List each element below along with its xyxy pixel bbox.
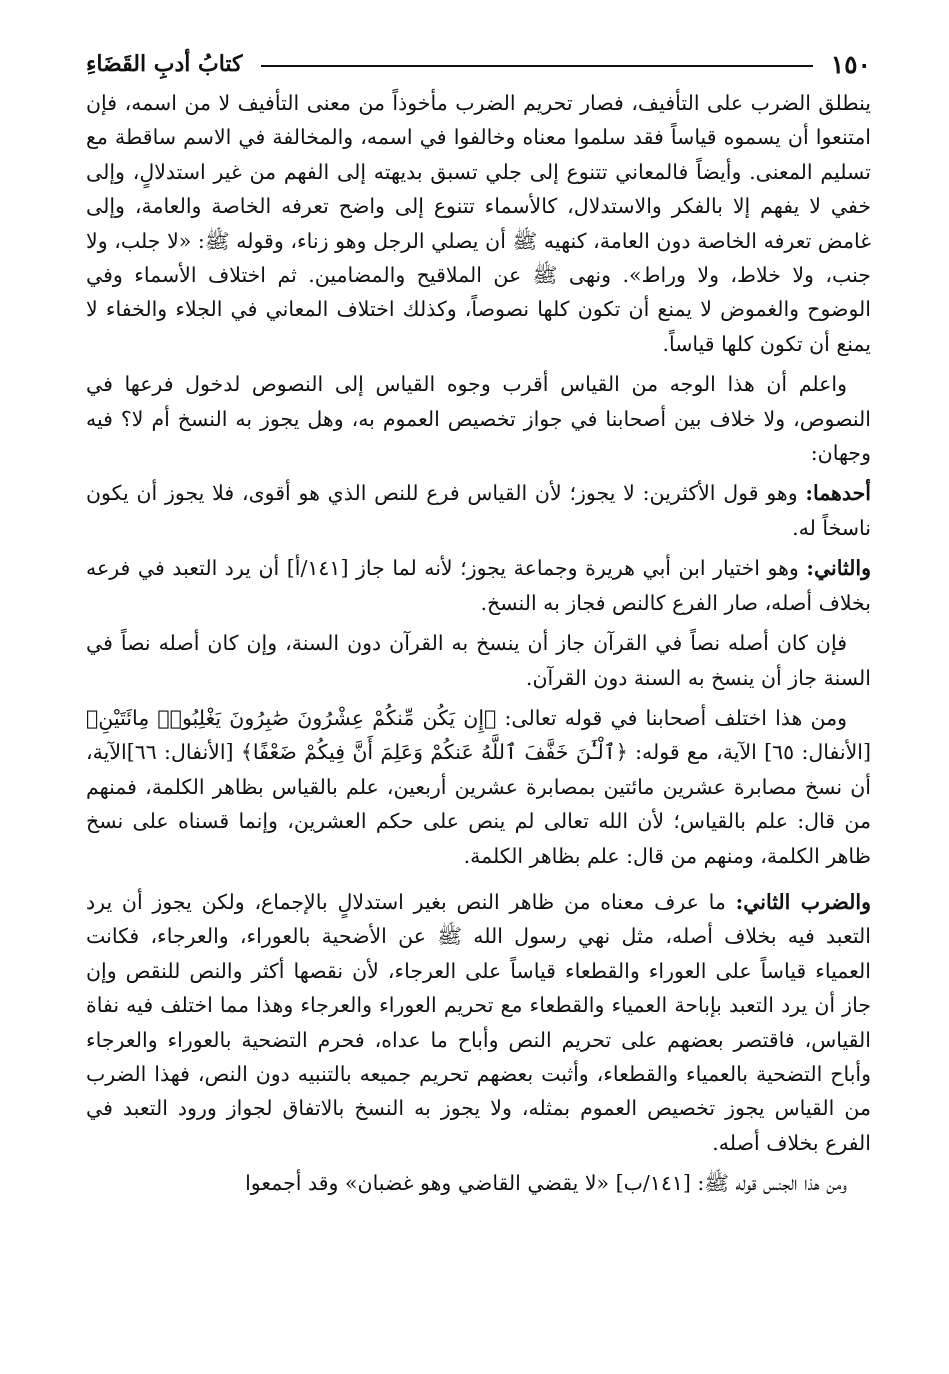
page-number: ١٥٠ bbox=[830, 49, 871, 79]
paragraph-text: ينطلق الضرب على التأفيف، فصار تحريم الضرب مأخوذاً من معنى التأفيف لا من اسمه، فإن امتنعوا أن يسموه قياساً فقد سلموا معناه وخالفوا في اسمه، والمخالفة في الاسم ساقطة مع تسليم المعنى. وأيضاً فالمعاني تتنوع إلى جلي تسبق بديهته إلى الفهم من غير استدلالٍ، وإلى خفي لا يفهم إلا بالفكر والاستدلال، كالأسماء تتنوع إلى واضح تعرفه الخاصة والعامة، وإلى غامض تعرفه الخاصة دون العامة، كنهيه ﷺ أن يصلي الرجل وهو زناء، وقوله ﷺ: «لا جلب، ولا جنب، ولا خلاط، ولا وراط». ونهى ﷺ عن الملاقيح والمضامين. ثم اختلاف الأسماء وفي الوضوح والغموض لا يمنع أن تكون كلها نصوصاً، وكذلك اختلاف المعاني في الجلاء والخفاء لا يمنع أن تكون كلها قياساً. bbox=[86, 91, 871, 356]
paragraph-text: فإن كان أصله نصاً في القرآن جاز أن ينسخ به القرآن دون السنة، وإن كان أصله نصاً في السنة جاز أن ينسخ به السنة دون القرآن. bbox=[86, 631, 871, 690]
paragraph-text: وهو اختيار ابن أبي هريرة وجماعة يجوز؛ لأنه لما جاز [١٤١/أ] أن يرد التعبد في فرعه بخلاف أصله، صار الفرع كالنص فجاز به النسخ. bbox=[86, 556, 871, 615]
paragraph-text: واعلم أن هذا الوجه من القياس أقرب وجوه القياس إلى النصوص لدخول فرعها في النصوص، ولا خلاف بين أصحابنا في جواز تخصيص العموم به، وهل يجوز به النسخ أم لا؟ فيه وجهان: bbox=[86, 372, 871, 466]
paragraph-term: والثاني: bbox=[806, 556, 872, 581]
running-title: كتابُ أدبِ القَضَاءِ bbox=[86, 51, 243, 77]
paragraph-term: والضرب الثاني: bbox=[735, 889, 871, 914]
paragraph bbox=[86, 551, 871, 620]
body-text bbox=[86, 86, 871, 1201]
paragraph bbox=[86, 476, 871, 545]
paragraph-text: ومن هذا اختلف أصحابنا في قوله تعالى: ﴿إِن يَكُن مِّنكُمْ عِشْرُونَ صَٰبِرُونَ يَغْلِبُوا۟ مِائَتَيْنِ﴾ [الأنفال: ٦٥] الآية، مع قوله: ﴿ٱلْـَٰٔنَ خَفَّفَ ٱللَّهُ عَنكُمْ وَعَلِمَ أَنَّ فِيكُمْ ضَعْفًا﴾ [الأنفال: ٦٦]الآية، أن نسخ مصابرة عشرين مائتين بمصابرة عشرين أربعين، علم بالقياس بظاهر الكلمة، فمنهم من قال: علم بالقياس؛ لأن الله تعالى لم ينص على حكم العشرين، وإنما قسناه على نسخ ظاهر الكلمة، ومنهم من قال: علم بظاهر الكلمة. bbox=[86, 705, 871, 868]
paragraph bbox=[86, 626, 871, 695]
header-rule bbox=[261, 65, 813, 67]
paragraph bbox=[86, 701, 871, 873]
paragraph-text: ومن هذا الجنس قوله ﷺ: [١٤١/ب] «لا يقضي القاضي وهو غضبان» وقد أجمعوا bbox=[245, 1171, 847, 1196]
paragraph-text: وهو قول الأكثرين: لا يجوز؛ لأن القياس فرع للنص الذي هو أقوى، فلا يجوز أن يكون ناسخاً له. bbox=[86, 481, 871, 540]
paragraph bbox=[86, 885, 871, 1160]
paragraph-term: أحدهما: bbox=[805, 481, 871, 506]
paragraph bbox=[86, 1166, 871, 1200]
paragraph bbox=[86, 86, 871, 361]
paragraph-text: ما عرف معناه من ظاهر النص بغير استدلالٍ بالإجماع، ولكن يجوز أن يرد التعبد فيه بخلاف أصله، مثل نهي رسول الله ﷺ عن الأضحية بالعوراء، والعرجاء، فكانت العمياء قياساً على العوراء والقطعاء قياساً على العرجاء، لأن نقصها أكثر والنص للنقص وإن جاز أن يرد التعبد بإباحة العمياء والقطعاء مع تحريم العوراء والعرجاء وهذا مما اختلف فيه نفاة القياس، فاقتصر بعضهم على تحريم النص وأباح ما عداه، فحرم التضحية بالعوراء والعرجاء وأباح التضحية بالعمياء والقطعاء، وأثبت بعضهم تحريم جميعه بالتنبيه دون النص، فهذا الضرب من القياس يجوز تخصيص العموم بمثله، ولا يجوز به النسخ بالاتفاق لجواز ورود التعبد في الفرع بخلاف أصله. bbox=[86, 889, 871, 1155]
paragraph bbox=[86, 367, 871, 470]
page-header bbox=[86, 44, 871, 84]
